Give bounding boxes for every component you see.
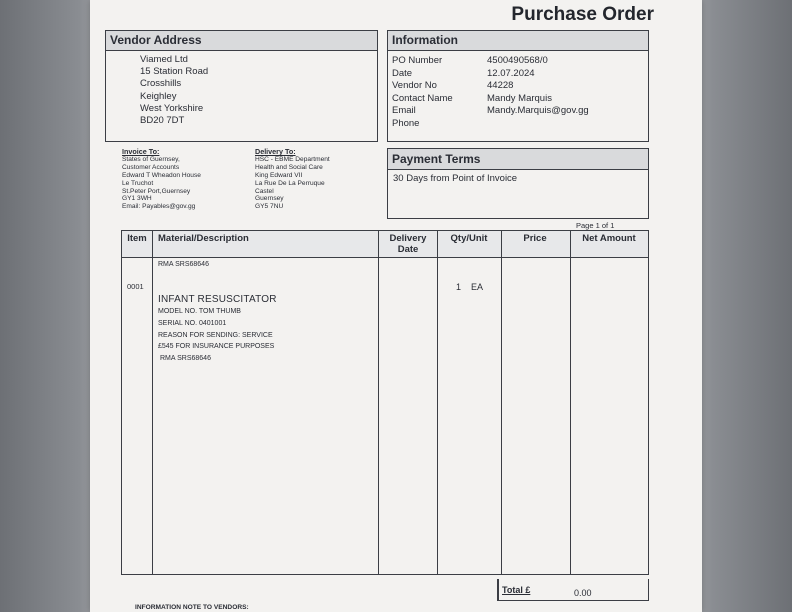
invoice-line: Customer Accounts	[122, 163, 180, 171]
payment-terms-box	[387, 148, 649, 219]
item-number: 0001	[127, 282, 144, 291]
rma-reference: RMA SRS68646	[158, 261, 209, 268]
item-description	[158, 293, 277, 365]
column-divider	[437, 231, 438, 574]
item-description-line: MODEL NO. TOM THUMB	[158, 308, 241, 315]
footer-note: INFORMATION NOTE TO VENDORS:	[135, 604, 249, 611]
column-divider	[378, 231, 379, 574]
delivery-to-block	[255, 148, 330, 211]
line-items-table	[121, 230, 649, 575]
col-header-net-amount: Net Amount	[582, 233, 636, 244]
delivery-line: Castel	[255, 187, 274, 195]
delivery-line: Guernsey	[255, 195, 284, 203]
col-header-material: Material/Description	[158, 233, 249, 244]
delivery-to-heading: Delivery To:	[255, 147, 296, 156]
payment-terms-heading: Payment Terms	[388, 149, 648, 170]
info-row-phone: Phone	[392, 117, 420, 129]
vendor-line: Crosshills	[140, 78, 182, 90]
total-divider	[498, 579, 499, 600]
vendor-line: Viamed Ltd	[140, 54, 188, 65]
item-description-line: RMA SRS68646	[160, 355, 211, 363]
total-value: 0.00	[574, 588, 592, 598]
vendor-line: Keighley	[140, 90, 177, 102]
vendor-line: 15 Station Road	[140, 66, 209, 78]
invoice-to-block	[122, 148, 201, 211]
invoice-line: Email: Payables@gov.gg	[122, 203, 196, 211]
item-description-line: REASON FOR SENDING: SERVICE	[158, 331, 273, 339]
info-row-date: Date 12.07.2024	[392, 67, 535, 79]
col-header-item: Item	[127, 233, 147, 244]
invoice-line: GY1 3WH	[122, 195, 152, 203]
item-description-title: INFANT RESUSCITATOR	[158, 294, 277, 305]
vendor-address-lines	[140, 54, 208, 127]
column-divider	[570, 231, 571, 574]
page-title: Purchase Order	[511, 4, 654, 25]
delivery-line: Health and Social Care	[255, 163, 323, 171]
col-header-qty-unit: Qty/Unit	[450, 233, 488, 244]
col-header-delivery-date: Delivery Date	[389, 233, 427, 255]
purchase-order-document	[90, 0, 702, 612]
info-row-email: Email Mandy.Marquis@gov.gg	[392, 105, 589, 117]
delivery-line: GY5 7NU	[255, 203, 284, 211]
total-box	[497, 579, 649, 601]
item-description-line: SERIAL NO. 0401001	[158, 319, 227, 327]
column-divider	[501, 231, 502, 574]
vendor-line: BD20 7DT	[140, 115, 185, 127]
info-row-po-number: PO Number 4500490568/0	[392, 55, 548, 66]
delivery-line: King Edward VII	[255, 171, 303, 179]
delivery-line: La Rue De La Perruque	[255, 179, 325, 187]
information-rows	[392, 55, 589, 131]
information-box	[387, 30, 649, 142]
col-header-price: Price	[523, 233, 547, 244]
invoice-line: Le Truchot	[122, 179, 154, 187]
invoice-line: Edward T Wheadon House	[122, 171, 201, 179]
item-unit: EA	[471, 282, 484, 292]
info-row-vendor-no: Vendor No 44228	[392, 80, 514, 92]
item-qty: 1	[456, 282, 462, 292]
column-divider	[152, 231, 153, 574]
info-row-contact-name: Contact Name Mandy Marquis	[392, 92, 552, 104]
delivery-line: HSC - EBME Department	[255, 155, 330, 163]
invoice-line: States of Guernsey,	[122, 155, 180, 163]
item-description-line: £545 FOR INSURANCE PURPOSES	[158, 343, 275, 351]
vendor-address-box	[105, 30, 378, 142]
total-label: Total £	[502, 585, 531, 595]
information-heading: Information	[388, 31, 648, 51]
vendor-line: West Yorkshire	[140, 102, 204, 114]
invoice-to-heading: Invoice To:	[122, 147, 160, 156]
vendor-address-heading: Vendor Address	[106, 31, 377, 51]
page-indicator: Page 1 of 1	[576, 221, 615, 230]
payment-terms-text: 30 Days from Point of Invoice	[393, 173, 518, 184]
invoice-line: St.Peter Port,Guernsey	[122, 187, 191, 195]
